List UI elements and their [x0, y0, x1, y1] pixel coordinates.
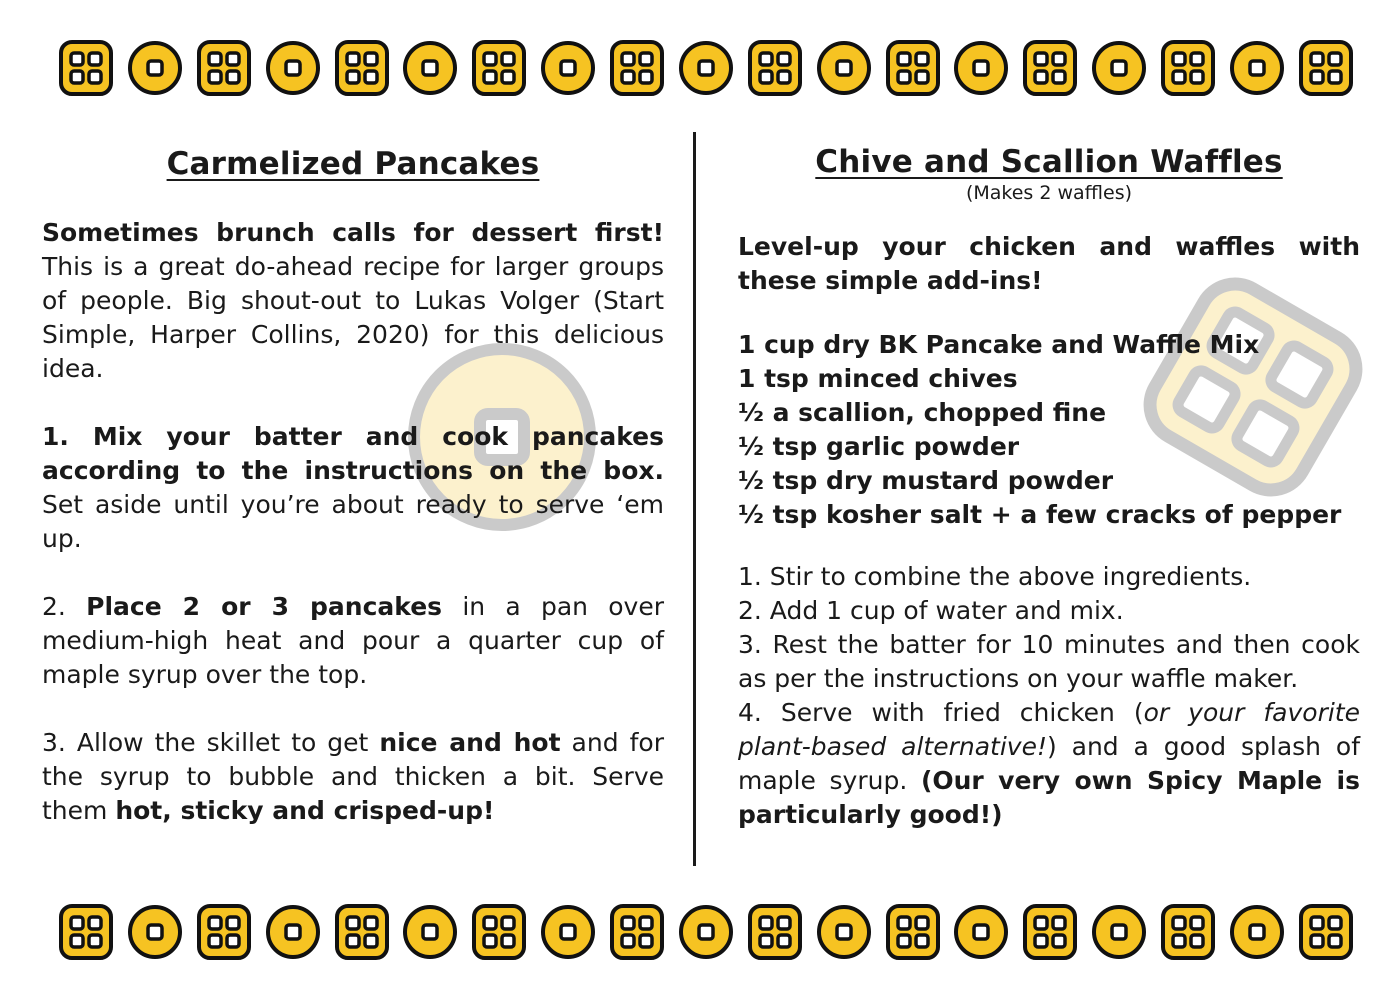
waffle-step-4-italic: or your favorite plant-based alternative! — [738, 698, 1360, 761]
pancake-step-2-number: 2. — [42, 592, 87, 621]
pancake-step-1 — [42, 420, 664, 556]
waffle-intro-text: Level-up your chicken and waffles with these simple add-ins! — [738, 232, 1360, 295]
waffle-step-1: 1. Stir to combine the above ingredients. — [738, 562, 1252, 591]
waffle-icon — [609, 902, 665, 962]
waffle-icon — [747, 38, 803, 98]
waffle-icon — [334, 902, 390, 962]
ingredient-list — [738, 328, 1360, 532]
ingredient-item: ½ a scallion, chopped fine — [738, 398, 1107, 427]
coin-icon — [540, 38, 596, 98]
bottom-decorative-border — [58, 902, 1354, 962]
waffle-icon — [58, 902, 114, 962]
waffle-recipe — [738, 140, 1360, 832]
column-divider — [693, 132, 696, 866]
pancake-step-1-text: Set aside until you’re about ready to serve ‘em up. — [42, 490, 664, 553]
pancake-intro — [42, 216, 664, 386]
pancake-recipe — [42, 140, 664, 862]
coin-icon — [678, 38, 734, 98]
pancake-intro-lead: Sometimes brunch calls for dessert first! — [42, 218, 664, 247]
coin-icon — [1091, 902, 1147, 962]
coin-icon — [953, 38, 1009, 98]
waffle-icon — [609, 38, 665, 98]
waffle-step-2: 2. Add 1 cup of water and mix. — [738, 596, 1124, 625]
waffle-icon — [58, 38, 114, 98]
waffle-icon — [196, 902, 252, 962]
pancake-step-3-mid: and for the syrup to bubble and thicken a bit. Serve them — [42, 728, 664, 825]
waffle-icon — [1022, 38, 1078, 98]
coin-icon — [1091, 38, 1147, 98]
ingredient-item: ½ tsp kosher salt + a few cracks of pepper — [738, 500, 1342, 529]
waffle-step-4-pre: 4. Serve with fried chicken ( — [738, 698, 1144, 727]
waffle-step-4-bold: (Our very own Spicy Maple is particularly good!) — [738, 766, 1360, 829]
waffle-step-3: 3. Rest the batter for 10 minutes and then cook as per the instructions on your waffle maker. — [738, 630, 1360, 693]
pancake-recipe-title: Carmelized Pancakes — [166, 146, 540, 182]
waffle-icon — [471, 38, 527, 98]
waffle-icon — [1160, 38, 1216, 98]
coin-icon — [402, 902, 458, 962]
coin-icon — [540, 902, 596, 962]
coin-icon — [265, 902, 321, 962]
waffle-icon — [885, 38, 941, 98]
waffle-icon — [1298, 38, 1354, 98]
coin-icon — [816, 902, 872, 962]
pancake-step-2-bold: Place 2 or 3 pancakes — [86, 592, 443, 621]
coin-icon — [816, 38, 872, 98]
coin-icon — [953, 902, 1009, 962]
coin-icon — [678, 902, 734, 962]
top-decorative-border — [58, 38, 1354, 98]
coin-icon — [1229, 902, 1285, 962]
waffle-icon — [334, 38, 390, 98]
waffle-icon — [885, 902, 941, 962]
waffle-step-4 — [738, 696, 1360, 832]
waffle-icon — [1022, 902, 1078, 962]
waffle-steps — [738, 560, 1360, 832]
pancake-intro-text: This is a great do-ahead recipe for larger groups of people. Big shout-out to Lukas Volger (Start Simple, Harper Collins, 2020) for this delicious idea. — [42, 252, 664, 383]
ingredient-item: ½ tsp dry mustard powder — [738, 466, 1114, 495]
waffle-recipe-subtitle: (Makes 2 waffles) — [965, 182, 1133, 204]
pancake-step-3 — [42, 726, 664, 828]
pancake-step-3-bold-1: nice and hot — [379, 728, 561, 757]
ingredient-item: 1 cup dry BK Pancake and Waffle Mix — [738, 330, 1260, 359]
waffle-icon — [196, 38, 252, 98]
coin-icon — [265, 38, 321, 98]
waffle-recipe-title: Chive and Scallion Waffles — [815, 144, 1283, 180]
pancake-step-3-bold-2: hot, sticky and crisped-up! — [115, 796, 495, 825]
waffle-icon — [1160, 902, 1216, 962]
waffle-icon — [747, 902, 803, 962]
ingredient-item: 1 tsp minced chives — [738, 364, 1018, 393]
waffle-icon — [1298, 902, 1354, 962]
pancake-step-1-bold: 1. Mix your batter and cook pancakes according to the instructions on the box. — [42, 422, 664, 485]
waffle-icon — [471, 902, 527, 962]
ingredient-item: ½ tsp garlic powder — [738, 432, 1020, 461]
coin-icon — [402, 38, 458, 98]
coin-icon — [1229, 38, 1285, 98]
coin-icon — [127, 38, 183, 98]
coin-icon — [127, 902, 183, 962]
pancake-step-2 — [42, 590, 664, 692]
pancake-step-3-pre: 3. Allow the skillet to get — [42, 728, 380, 757]
pancake-step-2-text: in a pan over medium-high heat and pour a quarter cup of maple syrup over the top. — [42, 592, 664, 689]
waffle-step-4-mid: ) and a good splash of maple syrup. — [738, 732, 1360, 795]
waffle-intro — [738, 230, 1360, 298]
